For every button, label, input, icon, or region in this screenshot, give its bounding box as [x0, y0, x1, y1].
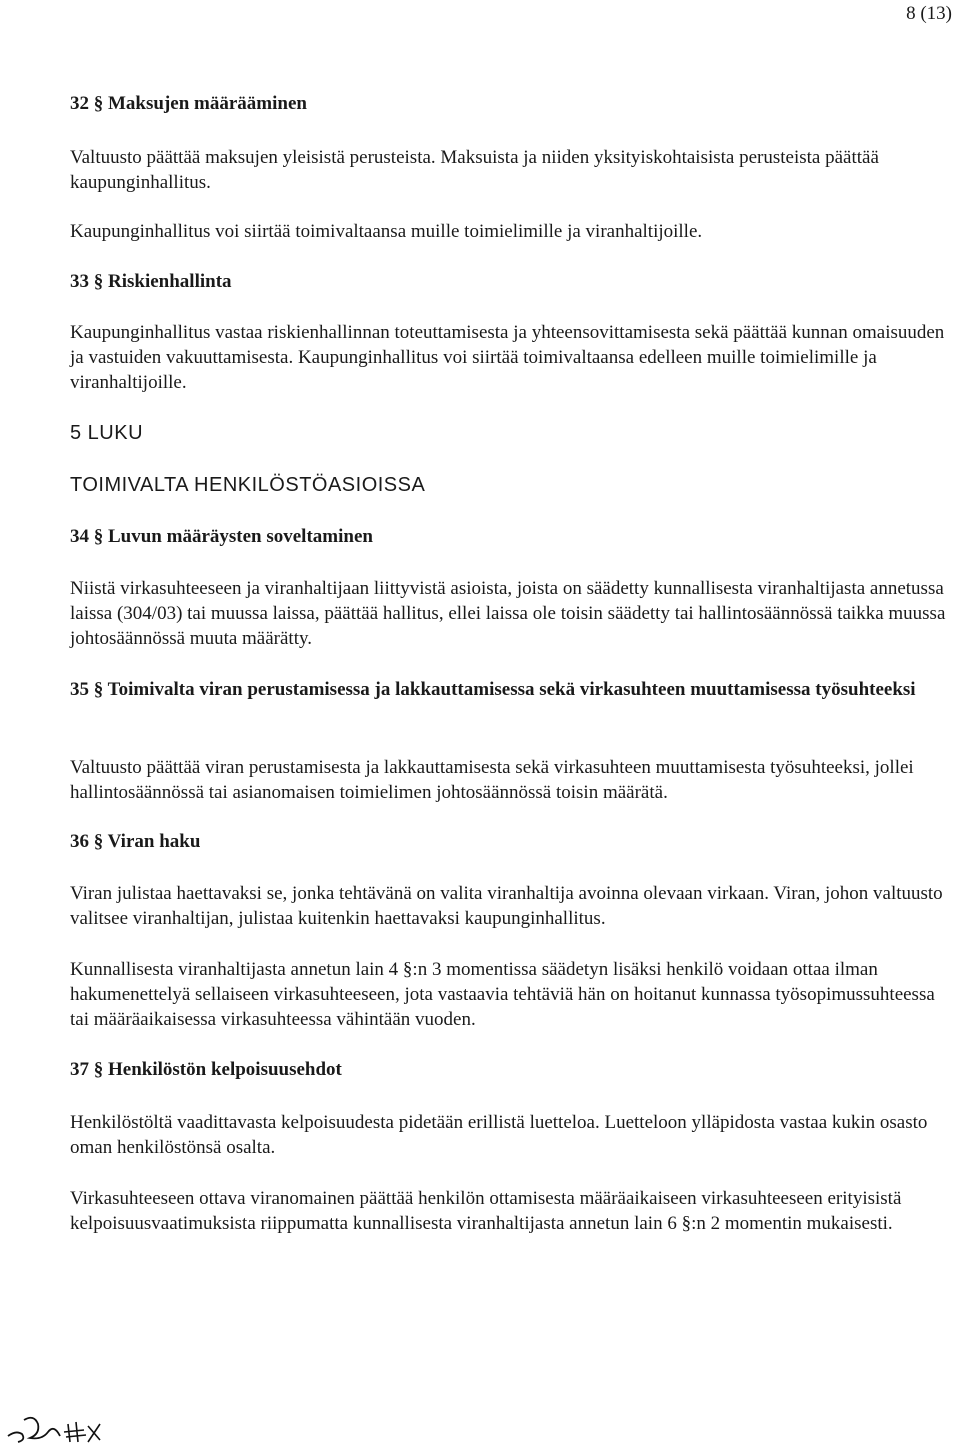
paragraph-35-1: Valtuusto päättää viran perustamisesta ja lakkauttamisesta sekä virkasuhteen muuttamisesta työsuhteeksi, jollei hallintosäännössä tai asianomaisen toimielimen johtosäännössä toisin määrätä. [70, 757, 914, 803]
paragraph-37-1: Henkilöstöltä vaadittavasta kelpoisuudesta pidetään erillistä luetteloa. Luetteloon ylläpidosta vastaa kukin osasto oman henkilöstönsä osalta. [70, 1112, 928, 1158]
paragraph-34-1: Niistä virkasuhteeseen ja viranhaltijaan liittyvistä asioista, joista on säädetty kunnallisesta viranhaltijasta annetussa laissa (304/03) tai muussa laissa, päättää hallitus, ellei laissa ole toisin säädetty tai hallintosäännössä taikka muussa johtosäännössä muuta määrätty. [70, 578, 946, 649]
section-heading-33: 33 § Riskienhallinta [70, 271, 232, 292]
page-number: 8 (13) [906, 3, 952, 24]
chapter-number: 5 LUKU [70, 422, 144, 444]
section-heading-37: 37 § Henkilöstön kelpoisuusehdot [70, 1059, 342, 1080]
section-heading-32: 32 § Maksujen määrääminen [70, 93, 307, 114]
paragraph-36-1: Viran julistaa haettavaksi se, jonka tehtävänä on valita viranhaltija avoinna olevaan virkaan. Viran, johon valtuusto valitsee viranhaltijan, julistaa kuitenkin haettavaksi kaupunginhallitus. [70, 883, 943, 929]
paragraph-37-2: Virkasuhteeseen ottava viranomainen päättää henkilön ottamisesta määräaikaiseen virkasuhteeseen erityisistä kelpoisuusvaatimuksista riippumatta kunnallisesta viranhaltijasta annetun lain 6 §:n 2 momentin mukaisesti. [70, 1188, 902, 1234]
paragraph-32-1: Valtuusto päättää maksujen yleisistä perusteista. Maksuista ja niiden yksityiskohtaisista perusteista päättää kaupunginhallitus. [70, 147, 879, 193]
section-heading-36: 36 § Viran haku [70, 831, 201, 852]
paragraph-33-1: Kaupunginhallitus vastaa riskienhallinnan toteuttamisesta ja yhteensovittamisesta sekä päättää kunnan omaisuuden ja vastuiden vakuuttamisesta. Kaupunginhallitus voi siirtää toimivaltaansa edelleen muille toimielimille ja viranhaltijoille. [70, 322, 945, 393]
handwritten-initials [4, 1410, 112, 1448]
paragraph-32-2: Kaupunginhallitus voi siirtää toimivaltaansa muille toimielimille ja viranhaltijoille. [70, 221, 703, 242]
paragraph-36-2: Kunnallisesta viranhaltijasta annetun lain 4 §:n 3 momentissa säädetyn lisäksi henkilö voidaan ottaa ilman hakumenettelyä sellaiseen virkasuhteeseen, jota vastaavia tehtäviä hän on hoitanut kunnassa työsopimussuhteessa tai määräaikaisessa virkasuhteessa vähintään vuoden. [70, 959, 935, 1030]
section-heading-34: 34 § Luvun määräysten soveltaminen [70, 526, 373, 547]
chapter-title: TOIMIVALTA HENKILÖSTÖASIOISSA [70, 474, 426, 496]
section-heading-35: 35 § Toimivalta viran perustamisessa ja lakkauttamisessa sekä virkasuhteen muuttamisessa työsuhteeksi [70, 679, 916, 700]
